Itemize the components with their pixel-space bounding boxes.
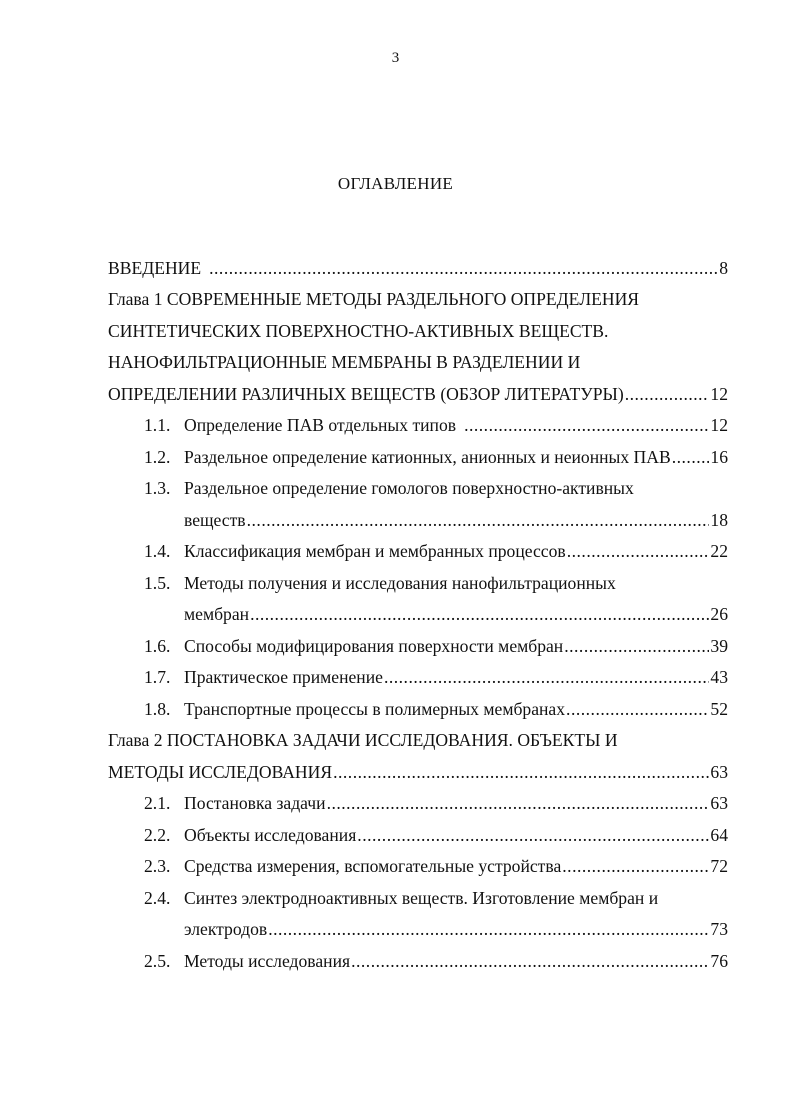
dot-leader	[357, 823, 709, 847]
toc-chapter-1-line-2: СИНТЕТИЧЕСКИХ ПОВЕРХНОСТНО-АКТИВНЫХ ВЕЩЕСТВ.	[108, 321, 609, 341]
toc-entry-text: МЕТОДЫ ИССЛЕДОВАНИЯ	[108, 762, 333, 782]
toc-section-1-3-line-2	[184, 508, 728, 532]
toc-section-1-7	[144, 665, 728, 689]
toc-page-number: 22	[710, 541, 728, 561]
dot-leader	[209, 256, 718, 280]
dot-leader	[268, 917, 709, 941]
toc-section-1-4	[144, 539, 728, 563]
toc-entry-text: Определение ПАВ отдельных типов	[184, 415, 457, 435]
section-number: 1.1.	[144, 415, 171, 435]
toc-title: ОГЛАВЛЕНИЕ	[337, 174, 454, 193]
dot-leader	[672, 445, 710, 469]
toc-section-1-2	[144, 445, 728, 469]
dot-leader	[566, 697, 709, 721]
toc-entry-text: Средства измерения, вспомогательные устройства	[184, 856, 562, 876]
toc-entry-intro	[108, 256, 728, 280]
section-number: 2.3.	[144, 856, 171, 876]
toc-section-1-6	[144, 634, 728, 658]
toc-page-number: 52	[710, 699, 728, 719]
toc-section-2-1	[144, 791, 728, 815]
toc-section-1-1	[144, 413, 728, 437]
section-number: 1.2.	[144, 447, 171, 467]
toc-page-number: 8	[719, 258, 728, 278]
toc-section-1-5-line-1	[144, 571, 616, 595]
section-number: 1.6.	[144, 636, 171, 656]
toc-page-number: 72	[710, 856, 728, 876]
toc-section-1-8	[144, 697, 728, 721]
toc-page-number: 63	[710, 762, 728, 782]
toc-entry-text: Классификация мембран и мембранных процессов	[184, 541, 566, 561]
toc-page-number: 43	[710, 667, 728, 687]
toc-section-2-4-line-2	[184, 917, 728, 941]
toc-page-number: 26	[710, 604, 728, 624]
toc-page-number: 76	[710, 951, 728, 971]
toc-entry-text: Раздельное определение гомологов поверхностно-активных	[184, 478, 634, 498]
toc-entry-text: Методы исследования	[184, 951, 351, 971]
toc-section-2-4-line-1	[144, 886, 658, 910]
toc-page-number: 12	[710, 415, 728, 435]
toc-page-number: 39	[710, 636, 728, 656]
dot-leader	[625, 382, 710, 406]
toc-page-number: 16	[710, 447, 728, 467]
toc-page-number: 63	[710, 793, 728, 813]
dot-leader	[351, 949, 709, 973]
section-number: 1.8.	[144, 699, 171, 719]
toc-entry-text: Раздельное определение катионных, анионных и неионных ПАВ	[184, 447, 671, 467]
toc-entry-text: Синтез электродноактивных веществ. Изготовление мембран и	[184, 888, 659, 908]
toc-entry-text: Практическое применение	[184, 667, 383, 687]
dot-leader	[247, 508, 710, 532]
section-number: 1.3.	[144, 478, 171, 498]
toc-entry-text: ВВЕДЕНИЕ	[108, 258, 202, 278]
toc-chapter-1-line-1: Глава 1 СОВРЕМЕННЫЕ МЕТОДЫ РАЗДЕЛЬНОГО ОПРЕДЕЛЕНИЯ	[108, 289, 640, 309]
toc-entry-text: мембран	[184, 604, 250, 624]
toc-page-number: 64	[710, 825, 728, 845]
toc-entry-text: Постановка задачи	[184, 793, 326, 813]
toc-page-number: 18	[710, 510, 728, 530]
section-number: 2.4.	[144, 888, 171, 908]
toc-section-2-2	[144, 823, 728, 847]
section-number: 2.5.	[144, 951, 171, 971]
toc-entry-text: ОПРЕДЕЛЕНИИ РАЗЛИЧНЫХ ВЕЩЕСТВ (ОБЗОР ЛИТЕРАТУРЫ)	[108, 384, 624, 404]
toc-entry-text: электродов	[184, 919, 268, 939]
toc-section-1-3-line-1	[144, 476, 634, 500]
toc-section-2-5	[144, 949, 728, 973]
toc-entry-text: Объекты исследования	[184, 825, 357, 845]
toc-entry-text: Транспортные процессы в полимерных мембранах	[184, 699, 566, 719]
toc-entry-text: веществ	[184, 510, 246, 530]
toc-page-number: 12	[710, 384, 728, 404]
toc-chapter-1-last-line	[108, 382, 728, 406]
page-number: 3	[391, 50, 400, 66]
section-number: 1.7.	[144, 667, 171, 687]
toc-entry-text: Способы модифицирования поверхности мембран	[184, 636, 564, 656]
section-number: 2.2.	[144, 825, 171, 845]
dot-leader	[250, 602, 709, 626]
toc-section-2-3	[144, 854, 728, 878]
section-number: 1.4.	[144, 541, 171, 561]
toc-chapter-1-line-3: НАНОФИЛЬТРАЦИОННЫЕ МЕМБРАНЫ В РАЗДЕЛЕНИИ И	[108, 352, 581, 372]
section-number: 1.5.	[144, 573, 171, 593]
toc-chapter-2-line-1: Глава 2 ПОСТАНОВКА ЗАДАЧИ ИССЛЕДОВАНИЯ. ОБЪЕКТЫ И	[108, 730, 618, 750]
toc-section-1-5-line-2	[184, 602, 728, 626]
dot-leader	[327, 791, 710, 815]
toc-page-number: 73	[710, 919, 728, 939]
toc-chapter-2-last-line	[108, 760, 728, 784]
dot-leader	[567, 539, 710, 563]
section-number: 2.1.	[144, 793, 171, 813]
dot-leader	[564, 634, 709, 658]
toc-entry-text: Методы получения и исследования нанофильтрационных	[184, 573, 616, 593]
dot-leader	[384, 665, 709, 689]
dot-leader	[333, 760, 709, 784]
dot-leader	[464, 413, 709, 437]
dot-leader	[562, 854, 709, 878]
